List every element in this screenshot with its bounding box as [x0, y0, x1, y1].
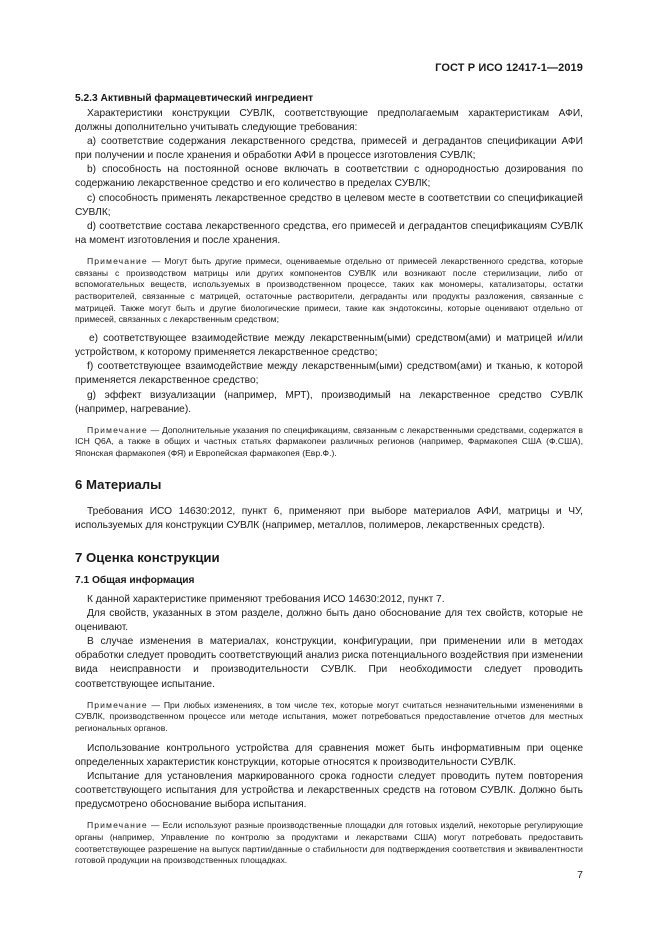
- requirement-a: a) соответствие содержания лекарственного средства, примесей и деградантов спецификации АФИ при получении и после хранения и обработки АФИ в процессе изготовления СУВЛК;: [75, 136, 583, 162]
- section-7-1-p4: Использование контрольного устройства для сравнения может быть информативным при оценке определенных характеристик конструкции, которые относятся к производительности СУВЛК.: [75, 742, 583, 768]
- requirement-f: f) соответствующее взаимодействие между лекарственным(ыми) средством(ами) и тканью, к которой применяется лекарственное средство;: [75, 361, 583, 387]
- note-4-label: Примечание: [87, 820, 148, 831]
- note-2-text: — Дополнительные указания по спецификациям, связанным с лекарственными средствами, содержатся в ICH Q6A, а также в общих и частных статьях фармакопеи различных регионов (например, Фармакопея США (Ф.США), Японская фармакопея (ФЯ) и Европейская фармакопея (Евр.Ф.).: [75, 424, 583, 459]
- section-7-1-p5: Испытание для установления маркированного срока годности следует проводить путем повторения соответствующего испытания для устройства и лекарственных средств на готовом СУВЛК. Должно быть предусмотрено обоснование выбора испытания.: [75, 770, 583, 811]
- requirement-g: g) эффект визуализации (например, МРТ), производимый на лекарственное средство СУВЛК (например, нагревание).: [75, 389, 583, 415]
- section-6-text: Требования ИСО 14630:2012, пункт 6, применяют при выборе материалов АФИ, матрицы и ЧУ, используемых для конструкции СУВЛК (например, металлов, полимеров, лекарственных средств).: [75, 505, 583, 531]
- section-5-2-3-title: 5.2.3 Активный фармацевтический ингредиент: [75, 93, 314, 104]
- requirement-d: d) соответствие состава лекарственного средства, его примесей и деградантов спецификациям СУВЛК на момент изготовления и после хранения.: [75, 220, 583, 246]
- note-4-text: — Если используют разные производственные площадки для готовых изделий, некоторые регулирующие органы (например, Управление по контролю за продуктами и лекарствами США) могут потребовать предоставить соответствующее разрешение на выпуск партии/данные о стабильности для подтверждения соответствия и эквивалентности готовой продукции на производственных площадках.: [75, 820, 583, 866]
- section-5-2-3-intro: Характеристики конструкции СУВЛК, соответствующие предполагаемым характеристикам АФИ, должны дополнительно учитывать следующие требования:: [75, 108, 583, 134]
- requirement-e: e) соответствующее взаимодействие между лекарственным(ыми) средством(ами) и матрицей и/или устройством, к которому применяется лекарственное средство;: [75, 333, 583, 359]
- section-7-1-p2: Для свойств, указанных в этом разделе, должно быть дано обоснование для тех свойств, которые не оценивают.: [75, 608, 583, 634]
- note-1: [75, 256, 583, 326]
- section-7-1-title: 7.1 Общая информация: [75, 575, 195, 587]
- section-7-1-p1: К данной характеристике применяют требования ИСО 14630:2012, пункт 7.: [87, 594, 445, 606]
- note-1-text: — Могут быть другие примеси, оцениваемые отдельно от примесей лекарственного средства, которые связаны с производством матрицы или других компонентов СУВЛК или возникают после стерилизации, либо от вспомогательных веществ, используемых в производственном процессе, таких как мономеры, катализаторы, остатки растворителей, связанные с матрицей, остаточные растворители, деграданты или продукты разложения, связанные с матрицей. Также могут быть и другие биологические примеси, такие как эндотоксины, которые оценивают отдельно от примесей, связанных с лекарственным средством;: [75, 255, 583, 325]
- section-6-title: 6 Материалы: [75, 476, 162, 492]
- requirement-b: b) способность на постоянной основе включать в соответствии с однородностью дозирования по содержанию лекарственное средство и его количество в пределах СУВЛК;: [75, 164, 583, 190]
- requirement-c: c) способность применять лекарственное средство в целевом месте в соответствии со спецификацией СУВЛК;: [75, 192, 583, 218]
- note-2-label: Примечание: [87, 424, 148, 435]
- page-content: [75, 92, 583, 867]
- note-4: [75, 820, 583, 867]
- note-1-label: Примечание: [87, 255, 148, 266]
- section-7-title: 7 Оценка конструкции: [75, 550, 220, 566]
- note-3: [75, 700, 583, 735]
- section-7-1-p3: В случае изменения в материалах, конструкции, конфигурации, при применении или в методах обработки следует проводить соответствующий анализ риска потенциального воздействия при изменении вида неисправности и производительности СУВЛК. При необходимости следует проводить соответствующее испытание.: [75, 636, 583, 690]
- note-2: [75, 425, 583, 460]
- note-3-label: Примечание: [87, 699, 148, 710]
- page-number: 7: [577, 869, 583, 881]
- note-3-text: — При любых изменениях, в том числе тех, которые могут считаться незначительными изменениями в СУВЛК, производственном процессе или методе испытания, может потребоваться предоставление отчетов для местных региональных органов.: [75, 699, 583, 734]
- standard-code-header: ГОСТ Р ИСО 12417-1—2019: [435, 62, 583, 74]
